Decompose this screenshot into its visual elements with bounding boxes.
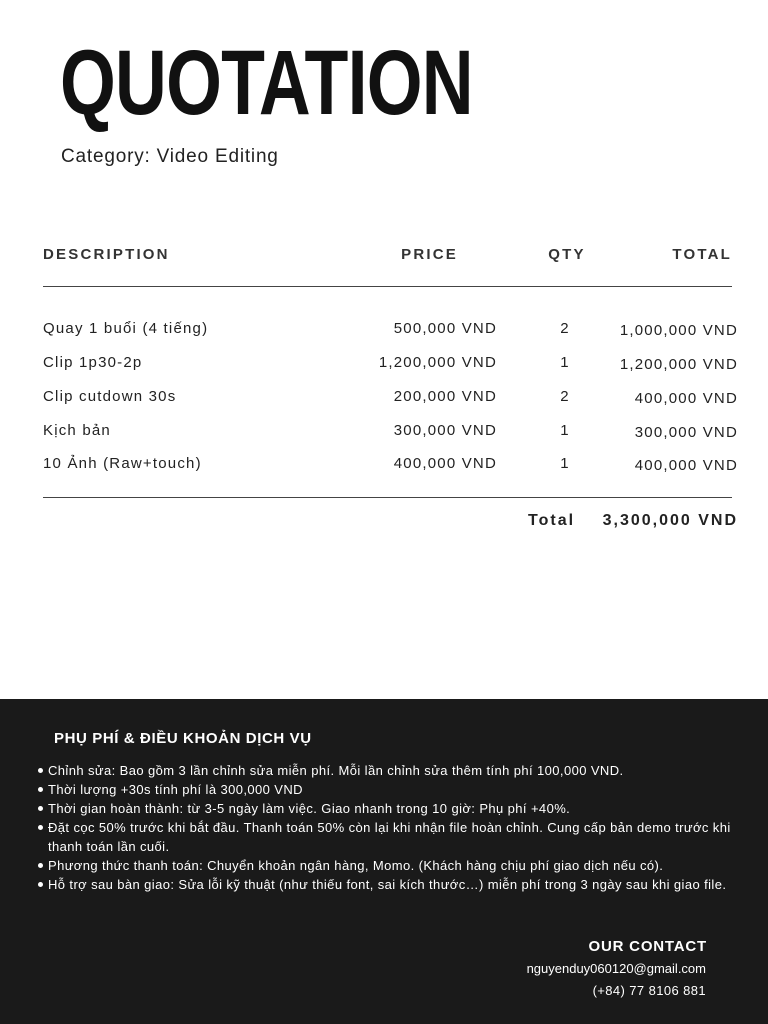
row-qty: 2 [560,388,570,405]
row-price: 500,000 VND [393,320,497,337]
total-divider [43,497,732,498]
table-row [43,320,738,344]
row-total: 400,000 VND [634,457,738,474]
terms-item: Thời gian hoàn thành: từ 3-5 ngày làm việc. Giao nhanh trong 10 giờ: Phụ phí +40%. [48,799,753,818]
row-description: Clip cutdown 30s [43,388,177,405]
total-label: Total [528,512,576,529]
terms-item: Hỗ trợ sau bàn giao: Sửa lỗi kỹ thuật (như thiếu font, sai kích thước…) miễn phí trong 3 ngày sau khi giao file. [48,875,753,894]
table-row [43,455,738,479]
column-header-qty: QTY [548,246,586,263]
grand-total [43,512,738,536]
table-row [43,388,738,412]
row-total: 300,000 VND [634,424,738,441]
table-row [43,422,738,446]
row-total: 400,000 VND [634,390,738,407]
contact-phone[interactable]: (+84) 77 8106 881 [592,983,706,998]
row-price: 300,000 VND [393,422,497,439]
row-qty: 1 [560,422,570,439]
contact-title: OUR CONTACT [588,938,707,955]
total-value: 3,300,000 VND [602,512,738,529]
row-description: 10 Ảnh (Raw+touch) [43,455,202,472]
row-price: 1,200,000 VND [378,354,497,371]
terms-footer [0,699,768,1024]
row-description: Quay 1 buổi (4 tiếng) [43,320,209,337]
header-divider [43,286,732,287]
column-header-price: PRICE [401,246,458,263]
terms-title: PHỤ PHÍ & ĐIỀU KHOẢN DỊCH VỤ [54,730,312,747]
row-qty: 2 [560,320,570,337]
row-qty: 1 [560,354,570,371]
page-title: QUOTATION [60,32,473,134]
terms-item: Đặt cọc 50% trước khi bắt đầu. Thanh toán 50% còn lại khi nhận file hoàn chỉnh. Cung cấp bản demo trước khi thanh toán lần cuối. [48,818,753,856]
table-row [43,354,738,378]
row-description: Clip 1p30-2p [43,354,143,371]
row-qty: 1 [560,455,570,472]
column-header-total: TOTAL [672,246,732,263]
row-description: Kịch bản [43,422,111,439]
column-header-description: DESCRIPTION [43,246,170,263]
terms-item: Chỉnh sửa: Bao gồm 3 lần chỉnh sửa miễn phí. Mỗi lần chỉnh sửa thêm tính phí 100,000 VND. [48,761,753,780]
table-header [43,246,738,270]
row-price: 400,000 VND [393,455,497,472]
terms-item: Thời lượng +30s tính phí là 300,000 VND [48,780,753,799]
terms-item: Phương thức thanh toán: Chuyển khoản ngân hàng, Momo. (Khách hàng chịu phí giao dịch nếu có). [48,856,753,875]
row-total: 1,000,000 VND [619,322,738,339]
row-total: 1,200,000 VND [619,356,738,373]
category-label: Category: Video Editing [61,146,279,167]
terms-list [48,761,753,894]
row-price: 200,000 VND [393,388,497,405]
contact-email[interactable]: nguyenduy060120@gmail.com [526,961,706,976]
